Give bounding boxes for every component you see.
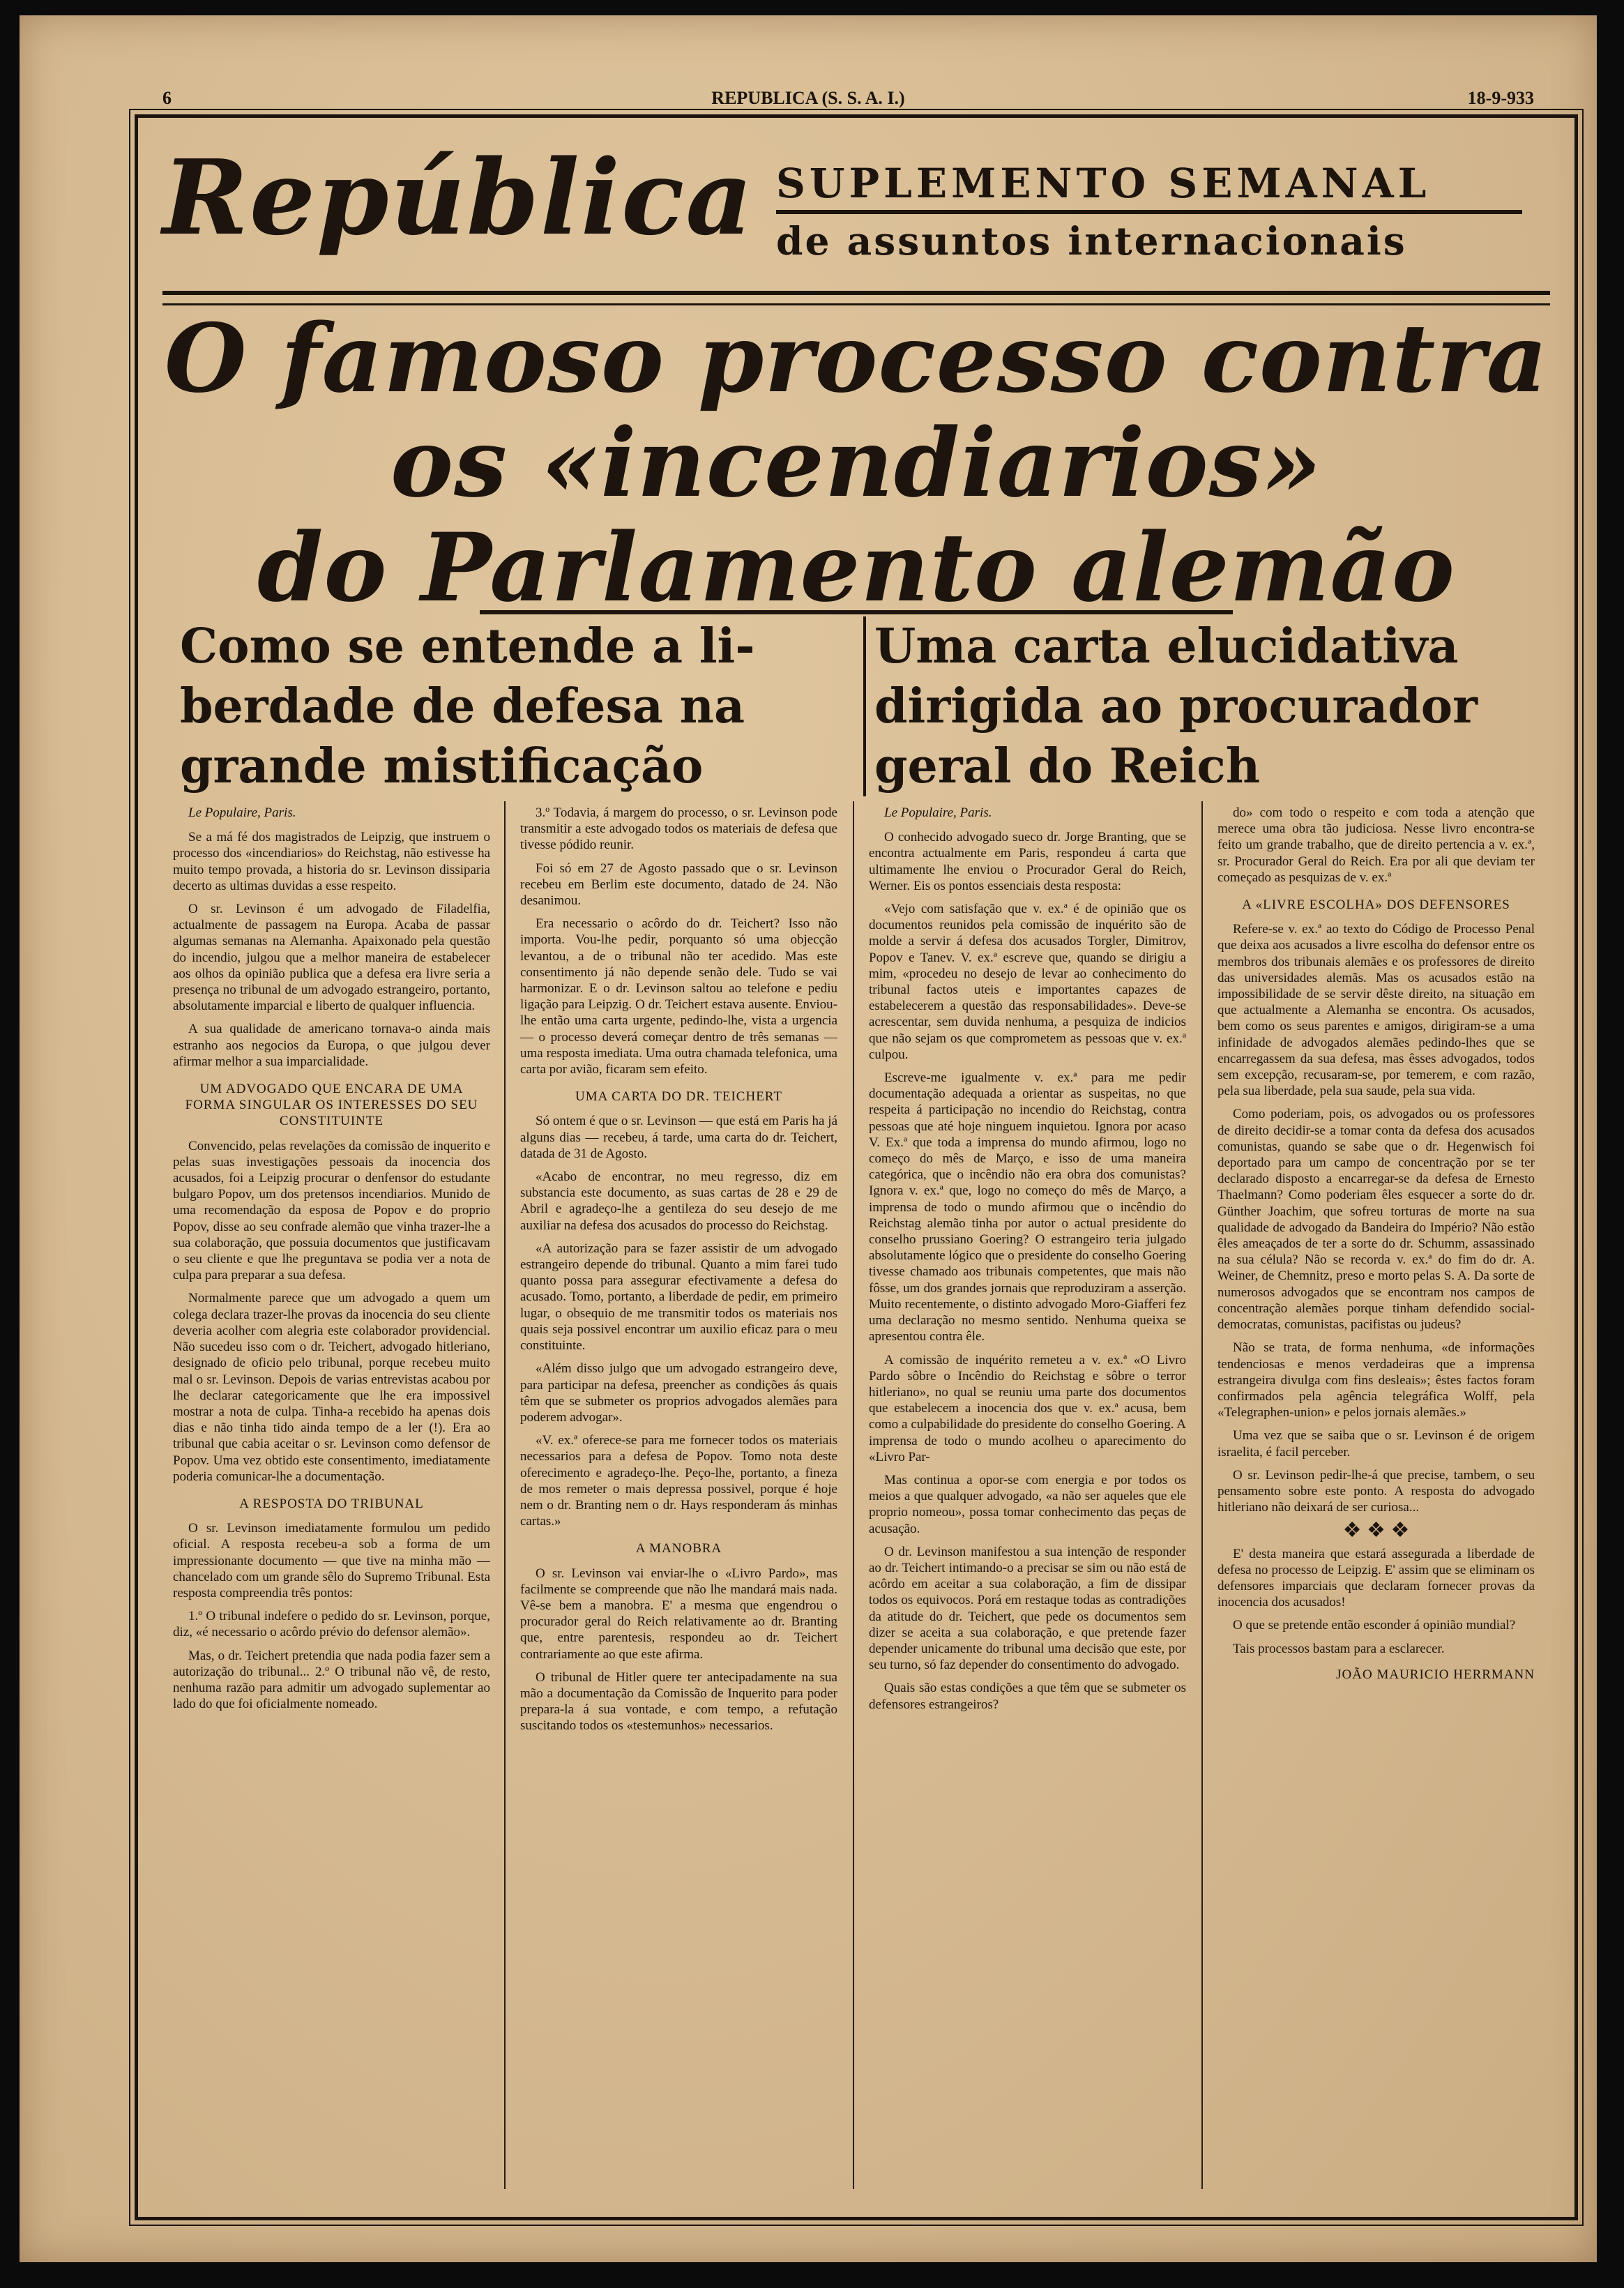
text-column-3 [869, 805, 1186, 2185]
signature: JOÃO MAURICIO HERRMANN [1336, 1667, 1535, 1682]
left-title-line-3: grande mistificação [180, 738, 704, 794]
paragraph: Foi só em 27 de Agosto passado que o sr. Levinson recebeu em Berlim este documento, datado de 24. Não desanimou. [520, 861, 837, 909]
section-heading: A MANOBRA [635, 1541, 722, 1556]
paragraph: 3.º Todavia, á margem do processo, o sr. Levinson pode transmitir a este advogado todos os materiais de defesa que tivesse pódido reunir. [520, 805, 837, 853]
paragraph: Quais são estas condições a que têm que se submeter os defensores estrangeiros? [869, 1681, 1186, 1712]
section-heading: A RESPOSTA DO TRIBUNAL [239, 1496, 424, 1511]
paragraph: Mas, o dr. Teichert pretendia que nada podia fazer sem a autorização do tribunal... 2.º O tribunal não vê, de resto, nenhuma razão para admitir um advogado suplementar ao lado do que foi oficialmente nomeado. [173, 1648, 490, 1712]
headline-line-1: O famoso processo contra [164, 303, 1549, 414]
source-credit: Le Populaire, Paris. [884, 805, 992, 820]
right-article-title [863, 616, 1478, 796]
paragraph: Refere-se v. ex.ª ao texto do Código de Processo Penal que deixa aos acusados a livre escolha do defensor entre os membros dos tribunais alemães e os professores de direito das universidades alemãs. Mas os acusados estão na impossibilidade de se servir dêste direito, na situação em que actualmente a Alemanha se encontra. Os acusados, bem como os seus parentes e amigos, dirigiram-se a uma infinidade de advogados alemães pedindo-lhes que se encarregassem da sua defesa, mas êsses advogados, todos sem excepção, recusaram-se, por temerem, e com razão, pela sua liberdade, pela sua saude, pela sua vida. [1217, 922, 1535, 1099]
left-article-title [180, 616, 755, 796]
paragraph: O tribunal de Hitler quere ter antecipadamente na sua mão a documentação da Comissão de Inquerito para poder prepara-la á sua vontade, e com tempo, a refutação suscitando todos os «testemunhos» necessarios. [520, 1669, 837, 1734]
supplement-line-1: SUPLEMENTO SEMANAL [776, 160, 1522, 214]
left-title-line-2: berdade de defesa na [180, 679, 745, 734]
paragraph: «A autorização para se fazer assistir de um advogado estrangeiro depende do tribunal. Quanto a mim farei tudo quanto possa para assegurar efectivamente a defesa do acusado. Tomo, portanto, a liberdade de pedir, em primeiro lugar, o obsequio de me transmitir todos os materiais nos quais seja possivel encontrar um auxilio eficaz para o meu constituinte. [520, 1241, 837, 1354]
newspaper-page [20, 15, 1597, 2262]
issue-date: 18-9-933 [1467, 88, 1534, 108]
running-head [20, 88, 1597, 116]
headline-line-3: do Parlamento alemão [257, 512, 1455, 623]
masthead-title: República [162, 137, 754, 258]
column-rule-3 [1201, 801, 1203, 2189]
right-title-line-1: Uma carta elucidativa [874, 619, 1459, 674]
text-column-4 [1217, 805, 1535, 2185]
headline-rule [480, 610, 1233, 614]
paragraph: «Vejo com satisfação que v. ex.ª é de opinião que os documentos reunidos pela comissão de inquérito são de molde a servir á defesa dos acusados Torgler, Dimitrov, Popov e Tanev. V. ex.ª escreve que, quando se dirigiu a mim, «procedeu no desejo de levar ao conhecimento do tribunal factos uteis e importantes capazes de estabelecerem a questão das responsabilidades». Deve-se acrescentar, sem duvida nenhuma, a pesquiza de indicios que não sejam os que comprometem as pessoas que v. ex.ª culpou. [869, 902, 1186, 1062]
paragraph: Se a má fé dos magistrados de Leipzig, que instruem o processo dos «incendiarios» do Reichstag, não estivesse ha muito tempo provada, a historia do sr. Levinson dissiparia decerto as ultimas duvidas a esse respeito. [173, 830, 490, 893]
main-headline [138, 303, 1574, 623]
text-column-2 [520, 805, 837, 2185]
paragraph: Mas continua a opor-se com energia e por todos os meios a que qualquer advogado, «a não ser aqueles que ele proprio nomeou», possa tomar conhecimento das peças de acusação. [869, 1472, 1186, 1536]
paragraph: A sua qualidade de americano tornava-o ainda mais estranho aos negocios da Europa, o que julgou dever afirmar melhor a sua imparcialidade. [173, 1022, 490, 1069]
paragraph: Só ontem é que o sr. Levinson — que está em Paris ha já alguns dias — recebeu, á tarde, uma carta do dr. Teichert, datada de 31 de Agosto. [520, 1114, 837, 1161]
ornament: ❖ ❖ ❖ [1342, 1519, 1410, 1543]
paragraph: do» com todo o respeito e com toda a atenção que merece uma obra tão judiciosa. Nesse livro encontra-se feito um grande trabalho, que de direito pertencia a v. ex.ª, sr. Procurador Geral do Reich. Era por ali que deviam ter começado as pesquizas de v. ex.ª [1217, 805, 1535, 885]
source-credit: Le Populaire, Paris. [188, 805, 296, 820]
left-title-line-1: Como se entende a li- [180, 619, 755, 674]
right-title-line-3: geral do Reich [874, 738, 1261, 794]
paragraph: O conhecido advogado sueco dr. Jorge Branting, que se encontra actualmente em Paris, respondeu á carta que ultimamente lhe enviou o Procurador Geral do Reich, Werner. Eis os pontos essenciais desta resposta: [869, 830, 1186, 893]
masthead [162, 139, 1550, 285]
section-heading: A «LIVRE ESCOLHA» DOS DEFENSORES [1242, 897, 1510, 913]
column-rule-1 [504, 801, 506, 2189]
paragraph: O sr. Levinson pedir-lhe-á que precise, tambem, o seu pensamento sobre este ponto. A resposta do advogado hitleriano não deixará de ser curiosa... [1217, 1467, 1535, 1515]
paragraph: Convencido, pelas revelações da comissão de inquerito e pelas suas investigações pessoais da inocencia dos acusados, foi a Leipzig procurar o denfensor do estudante bulgaro Popov, um dos pretensos incendiarios. Munido de uma recomendação da esposa de Popov e do proprio Popov, disse ao seu confrade alemão que vinha trazer-lhe a sua colaboração, que possuia documentos que justificavam o seu cliente e que lhe preguntava se podia ver a nota de culpa para preparar a sua defesa. [173, 1138, 490, 1283]
paragraph: Escreve-me igualmente v. ex.ª para me pedir documentação adequada a orientar as suspeitas, no que respeita á participação no incendio do Reichstag, contra pessoas que até hoje ninguem inquietou. Ignora por acaso V. Ex.ª que toda a imprensa do mundo afirmou, logo no começo do mês de Março, e isso de uma maneira categórica, que o incêndio não era obra dos comunistas? Ignora v. ex.ª que, logo no começo do mês de Março, a imprensa de todo o mundo afirmou que o incêndio do Reichstag alemão tinha por autor o actual presidente do conselho prussiano Goering? O estrangeiro teria julgado absolutamente lógico que o presidente do conselho Goering tivesse chamado aos tribunais competentes, que mais não fôsse, um dos grandes jornais que reproduziram a asserção. Muito recentemente, o distinto advogado Moro-Giafferi fez uma declaração no mesmo sentido. Nenhuma queixa se apresentou contra êle. [869, 1070, 1186, 1344]
section-heading: UMA CARTA DO DR. TEICHERT [575, 1089, 782, 1105]
masthead-supplement [776, 160, 1522, 264]
headline-line-2: os «incendiarios» [390, 407, 1323, 518]
paragraph: Como poderiam, pois, os advogados ou os professores de direito decidir-se a tomar conta da defesa dos acusados comunistas, quando se sabe que o dr. Hegenwisch foi deportado para um campo de concentração por se ter declarado disposto a encarregar-se da defesa de Ernesto Thaelmann? Como poderiam êles esquecer a sorte do dr. Günther Joachim, que sofreu torturas de morte na sua qualidade de advogado da Bandeira do Império? Não estão êles ameaçados de ter a sorte do dr. Schumm, assassinado na sua célula? Não se recorda v. ex.ª do fim do dr. A. Weiner, de Chemnitz, preso e morto pelas S. A. Da sorte de numerosos advogados que se encontram nos campos de concentração alemães porque tinham defendido social-democratas, comunistas, pacifistas ou judeus? [1217, 1107, 1535, 1333]
supplement-line-2: de assuntos internacionais [776, 218, 1407, 264]
paragraph: Uma vez que se saiba que o sr. Levinson é de origem israelita, é facil perceber. [1217, 1428, 1535, 1460]
paragraph: «Além disso julgo que um advogado estrangeiro deve, para participar na defesa, preencher as condições ás quais têm que se submeter os proprios advogados alemães para poderem advogar». [520, 1361, 837, 1425]
paragraph: O dr. Levinson manifestou a sua intenção de responder ao dr. Teichert intimando-o a precisar se sim ou não está de acôrdo em aceitar a sua colaboração, a fim de dissipar todos os equivocos. Porá em restaque todas as contradições da atitude do dr. Teichert, que pede os documentos sem dizer se aceita a sua colaboração, e que pretende fazer depender unicamente do tribunal uma decisão que este, por seu turno, só faz depender do consentimento do advogado. [869, 1544, 1186, 1673]
running-title: REPUBLICA (S. S. A. I.) [711, 88, 905, 108]
page-number: 6 [162, 88, 172, 108]
paragraph: «Acabo de encontrar, no meu regresso, diz em substancia este documento, as suas cartas de 28 e 29 de Abril e agradeço-lhe a gentileza do seu desejo de me auxiliar na defesa dos acusados do processo do Reichstag. [520, 1169, 837, 1233]
paragraph: O sr. Levinson imediatamente formulou um pedido oficial. A resposta recebeu-a sob a forma de um impressionante documento — que tive na minha mão — chancelado com um grande sêlo do Supremo Tribunal. Esta resposta compreendia três pontos: [173, 1521, 490, 1600]
paragraph: Tais processos bastam para a esclarecer. [1233, 1641, 1445, 1656]
paragraph: O que se pretende então esconder á opinião mundial? [1233, 1618, 1516, 1633]
text-column-1 [173, 805, 490, 2185]
paragraph: Era necessario o acôrdo do dr. Teichert? Isso não importa. Vou-lhe pedir, porquanto só uma objecção levantou, a de o tribunal não ter acedido. Mas este consentimento já não depende senão dele. Tudo se vai harmonizar. E o dr. Levinson saltou ao telefone e pediu ligação para Leipzig. O dr. Teichert estava ausente. Enviou-lhe então uma carta urgente, pedindo-lhe, vista a urgencia — o processo deverá começar dentro de três semanas — uma resposta imediata. Uma outra chamada telefonica, uma carta por avião, ficaram sem efeito. [520, 916, 837, 1077]
paragraph: E' desta maneira que estará assegurada a liberdade de defesa no processo de Leipzig. E' assim que se eliminam os defensores imparciais que declaram fornecer provas da inocencia dos acusados! [1217, 1546, 1535, 1610]
paragraph: O sr. Levinson é um advogado de Filadelfia, actualmente de passagem na Europa. Acaba de passar algumas semanas na Alemanha. Apaixonado pela questão do incendio, julgou que a melhor maneira de estabelecer aos olhos da opinião publica que a defesa era livre seria a presença no tribunal de um advogado estrangeiro, portanto, absolutamente imparcial e liberto de qualquer influencia. [173, 902, 490, 1014]
paragraph: A comissão de inquérito remeteu a v. ex.ª «O Livro Pardo sôbre o Incêndio do Reichstag e sôbre o terror hitleriano», no qual se reuniu uma parte dos documentos que estabelecem a inocencia dos que v. ex.ª acusa, bem como a culpabilidade do presidente do conselho Goering. A imprensa de todo o mundo acolheu o aparecimento do «Livro Par- [869, 1352, 1186, 1464]
column-rule-2 [853, 801, 854, 2189]
paragraph: Normalmente parece que um advogado a quem um colega declara trazer-lhe provas da inocencia do seu cliente deveria acolher com alegria este colaborador providencial. Não sucedeu isso com o dr. Teichert, advogado hitleriano, designado de oficio pelo tribunal, porque recebeu muito mal o sr. Levinson. Depois de varias entrevistas acabou por lhe declarar categoricamente que lhe era impossivel mostrar a nota de culpa. Tinha-a recebido ha apenas dois dias e não tinha tido ainda tempo de a ler (!). Era ao tribunal que cabia aceitar o sr. Levinson como defensor de Popov. Uma vez obtido este consentimento, imediatamente poderia comunicar-lhe a documentação. [173, 1291, 490, 1484]
right-title-line-2: dirigida ao procurador [874, 679, 1478, 734]
paragraph: 1.º O tribunal indefere o pedido do sr. Levinson, porque, diz, «é necessario o acôrdo prévio do defensor alemão». [173, 1609, 490, 1640]
section-heading: UM ADVOGADO QUE ENCARA DE UMA FORMA SINGULAR OS INTERESSES DO SEU CONSTITUINTE [185, 1082, 478, 1129]
page-frame [135, 114, 1578, 2220]
paragraph: Não se trata, de forma nenhuma, «de informações tendenciosas e menos verdadeiras que a imprensa estrangeira divulga com fins desleais»; êstes factos foram confirmados pela agência telegráfica Wolff, pela «Telegraphen-union» e pelos jornais alemães.» [1217, 1340, 1535, 1420]
paragraph: «V. ex.ª oferece-se para me fornecer todos os materiais necessarios para a defesa de Popov. Tomo nota deste oferecimento e agradeço-lhe. Peço-lhe, portanto, a fineza de mos remeter o mais depressa possivel, porque é hoje nem o dr. Branting nem o dr. Hays responderam ás minhas cartas.» [520, 1433, 837, 1529]
paragraph: O sr. Levinson vai enviar-lhe o «Livro Pardo», mas facilmente se compreende que não lhe mandará mais nada. Vê-se bem a manobra. E' a mesma que engendrou o procurador geral do Reich relativamente ao dr. Branting que, entre parentesis, respondeu ao dr. Teichert contrariamente ao que este afirma. [520, 1566, 837, 1662]
